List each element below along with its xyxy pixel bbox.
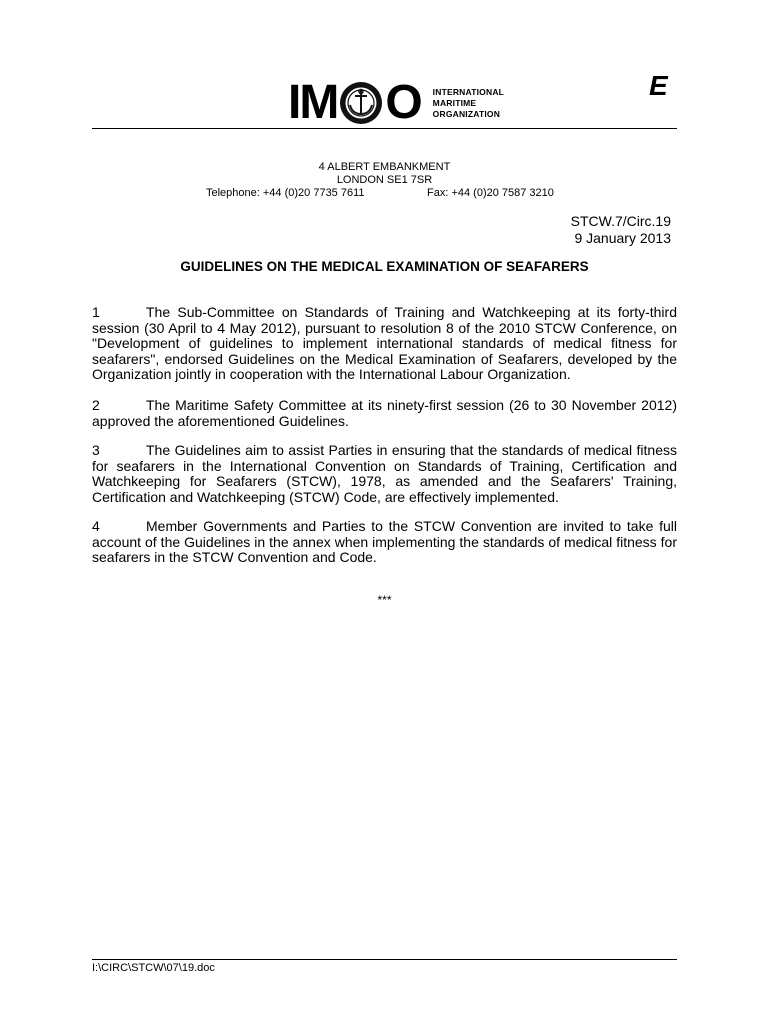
org-name-line: INTERNATIONAL bbox=[432, 86, 505, 97]
contact-line bbox=[92, 187, 677, 200]
document-number: STCW.7/Circ.19 bbox=[570, 213, 671, 229]
imo-logo-mark bbox=[288, 76, 421, 129]
paragraph bbox=[92, 519, 677, 566]
org-name-line: ORGANIZATION bbox=[432, 108, 501, 119]
document-title: GUIDELINES ON THE MEDICAL EXAMINATION OF SEAFARERS bbox=[180, 259, 589, 274]
imo-emblem-icon bbox=[339, 81, 383, 125]
logo-letters-right: O bbox=[385, 76, 421, 129]
organization-name bbox=[433, 87, 504, 120]
document-date: 9 January 2013 bbox=[574, 230, 671, 246]
paragraph-text: The Guidelines aim to assist Parties in ensuring that the standards of medical fitness for seafarers in the International Convention on Standards of Training, Certification and Watchkeeping for Seafarers (STCW), 1978, as amended and the Seafarers' Training, Certification and Watchkeeping (STCW) Code, are effectively implemented. bbox=[92, 442, 677, 505]
address-block bbox=[92, 161, 677, 200]
paragraph bbox=[92, 398, 677, 429]
paragraph-number: 1 bbox=[92, 304, 100, 320]
imo-logo bbox=[288, 76, 505, 129]
address-line: 4 ALBERT EMBANKMENT bbox=[318, 161, 451, 173]
paragraph bbox=[92, 305, 677, 383]
org-name-line: MARITIME bbox=[432, 97, 477, 108]
paragraph-text: Member Governments and Parties to the STCW Convention are invited to take full account of the Guidelines in the annex when implementing the standards of medical fitness for seafarers in the STCW Convention and Code. bbox=[92, 518, 677, 566]
logo-letters-left: IM bbox=[288, 76, 338, 129]
section-separator: *** bbox=[377, 593, 392, 607]
paragraph-text: The Sub-Committee on Standards of Training and Watchkeeping at its forty-third session (30 April to 4 May 2012), pursuant to resolution 8 of the 2010 STCW Conference, on "Development of guidelines to implement international standards of medical fitness for seafarers", endorsed Guidelines on the Medical Examination of Seafarers, developed by the Organization jointly in cooperation with the International Labour Organization. bbox=[92, 304, 677, 383]
document-reference bbox=[571, 213, 671, 247]
telephone: Telephone: +44 (0)20 7735 7611 bbox=[206, 187, 365, 199]
paragraph-text: The Maritime Safety Committee at its ninety-first session (26 to 30 November 2012) approved the aforementioned Guidelines. bbox=[92, 397, 677, 429]
header-divider bbox=[92, 128, 677, 129]
paragraph-number: 3 bbox=[92, 442, 100, 458]
footer-divider bbox=[92, 959, 677, 960]
fax: Fax: +44 (0)20 7587 3210 bbox=[427, 187, 554, 199]
paragraph-number: 2 bbox=[92, 397, 100, 413]
language-mark: E bbox=[649, 70, 668, 101]
paragraph-number: 4 bbox=[92, 518, 100, 534]
address-line: LONDON SE1 7SR bbox=[336, 174, 433, 186]
footer-file-path: I:\CIRC\STCW\07\19.doc bbox=[92, 962, 215, 974]
paragraph bbox=[92, 443, 677, 505]
